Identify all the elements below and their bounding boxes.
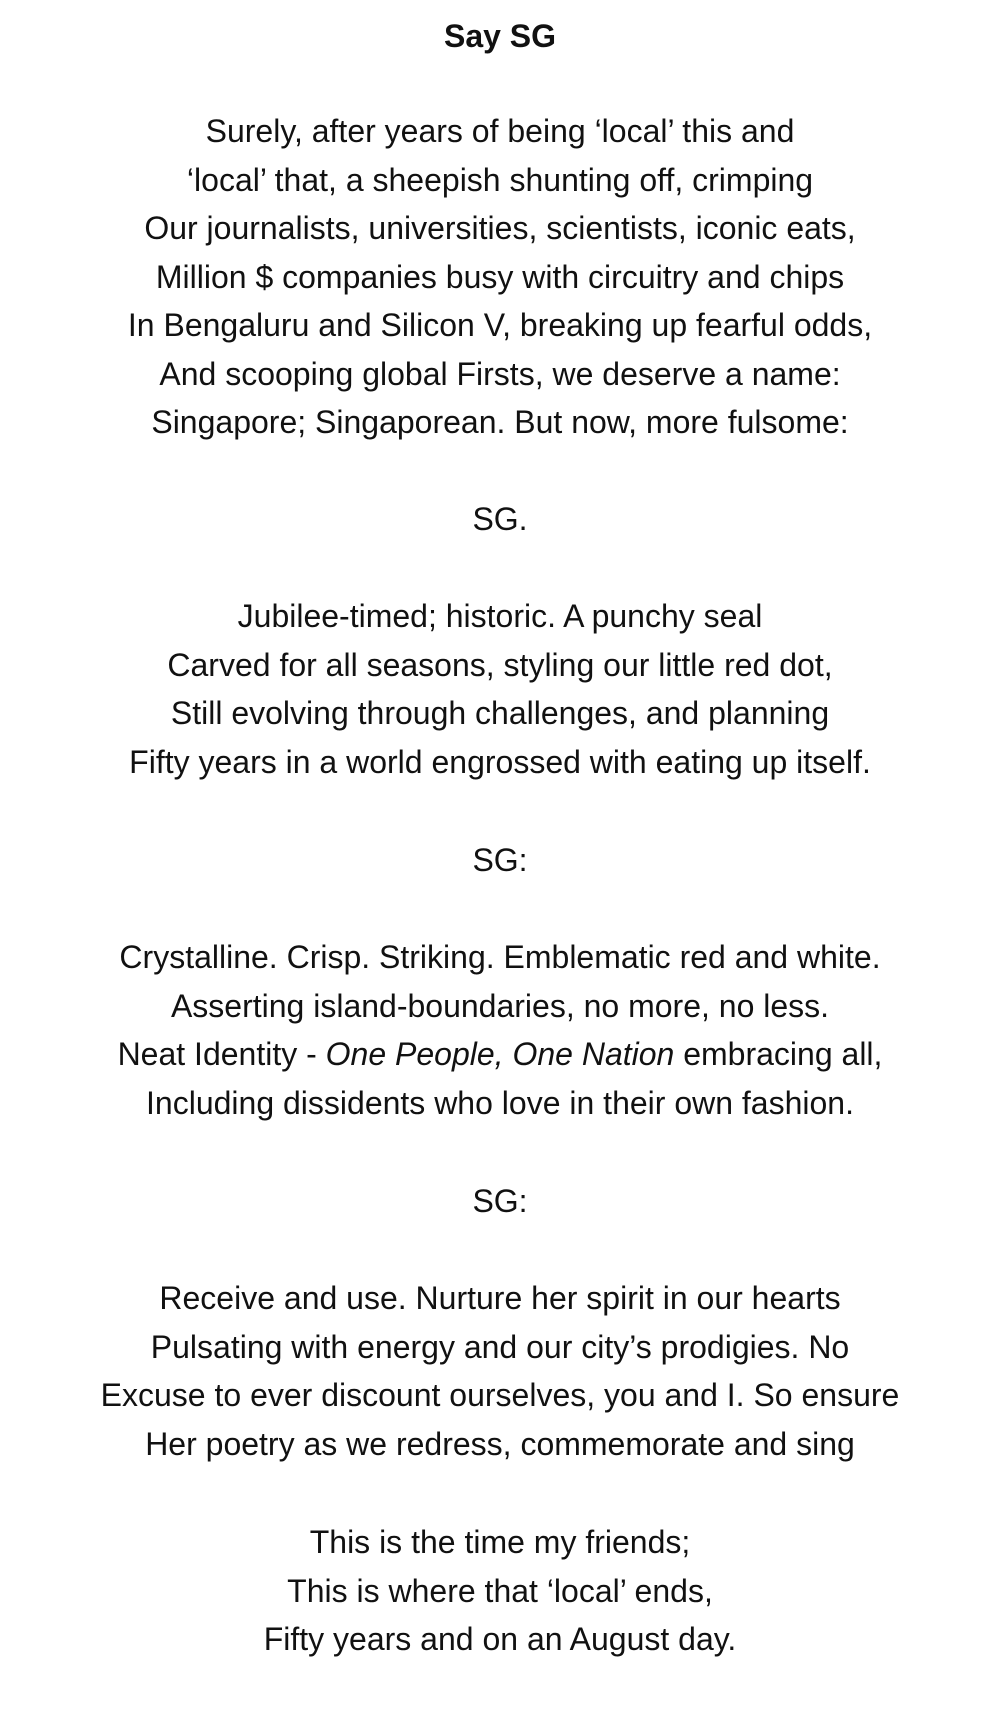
line-text-after: embracing all, xyxy=(674,1036,883,1072)
poem-line: In Bengaluru and Silicon V, breaking up fearful odds, xyxy=(127,307,873,343)
stanza-5 xyxy=(0,1518,1000,1664)
poem-line: And scooping global Firsts, we deserve a name: xyxy=(159,355,841,392)
poem-line: Her poetry as we redress, commemorate and sing xyxy=(145,1425,855,1462)
poem-line: Our journalists, universities, scientists, iconic eats, xyxy=(144,210,856,246)
poem-line: Crystalline. Crisp. Striking. Emblematic red and white. xyxy=(119,939,881,975)
poem-line: Pulsating with energy and our city’s prodigies. No xyxy=(150,1328,850,1365)
poem-line: Excuse to ever discount ourselves, you and I. So ensure xyxy=(100,1377,900,1413)
stanza-4 xyxy=(0,1274,1000,1468)
poem-line: Including dissidents who love in their own fashion. xyxy=(146,1084,854,1121)
refrain-2: SG: xyxy=(472,842,528,878)
poem-line: Asserting island-boundaries, no more, no less. xyxy=(170,987,830,1024)
poem-line: Fifty years in a world engrossed with eating up itself. xyxy=(129,743,871,780)
poem-line: Singapore; Singaporean. But now, more fulsome: xyxy=(151,404,849,440)
poem-line: Receive and use. Nurture her spirit in our hearts xyxy=(159,1280,841,1316)
poem-line: This is the time my friends; xyxy=(309,1524,691,1560)
stanza-2 xyxy=(0,592,1000,786)
refrain-3: SG: xyxy=(472,1183,528,1219)
motto-italic: One People, One Nation xyxy=(325,1036,675,1072)
poem-line: Still evolving through challenges, and planning xyxy=(170,695,830,731)
poem-line: Fifty years and on an August day. xyxy=(263,1621,737,1657)
poem-line-mixed xyxy=(0,1030,1000,1079)
poem-line: Million $ companies busy with circuitry and chips xyxy=(155,258,845,295)
refrain-1: SG. xyxy=(472,501,528,537)
poem-line: Surely, after years of being ‘local’ this and xyxy=(205,113,795,149)
line-text-before: Neat Identity - xyxy=(117,1036,326,1072)
stanza-3 xyxy=(0,933,1000,1127)
stanza-1 xyxy=(0,107,1000,447)
poem-line: Jubilee-timed; historic. A punchy seal xyxy=(237,598,763,634)
poem-line: This is where that ‘local’ ends, xyxy=(287,1572,713,1609)
poem-line: Carved for all seasons, styling our little red dot, xyxy=(167,646,833,683)
poem-line: ‘local’ that, a sheepish shunting off, crimping xyxy=(186,161,814,198)
poem-title: Say SG xyxy=(443,18,557,54)
